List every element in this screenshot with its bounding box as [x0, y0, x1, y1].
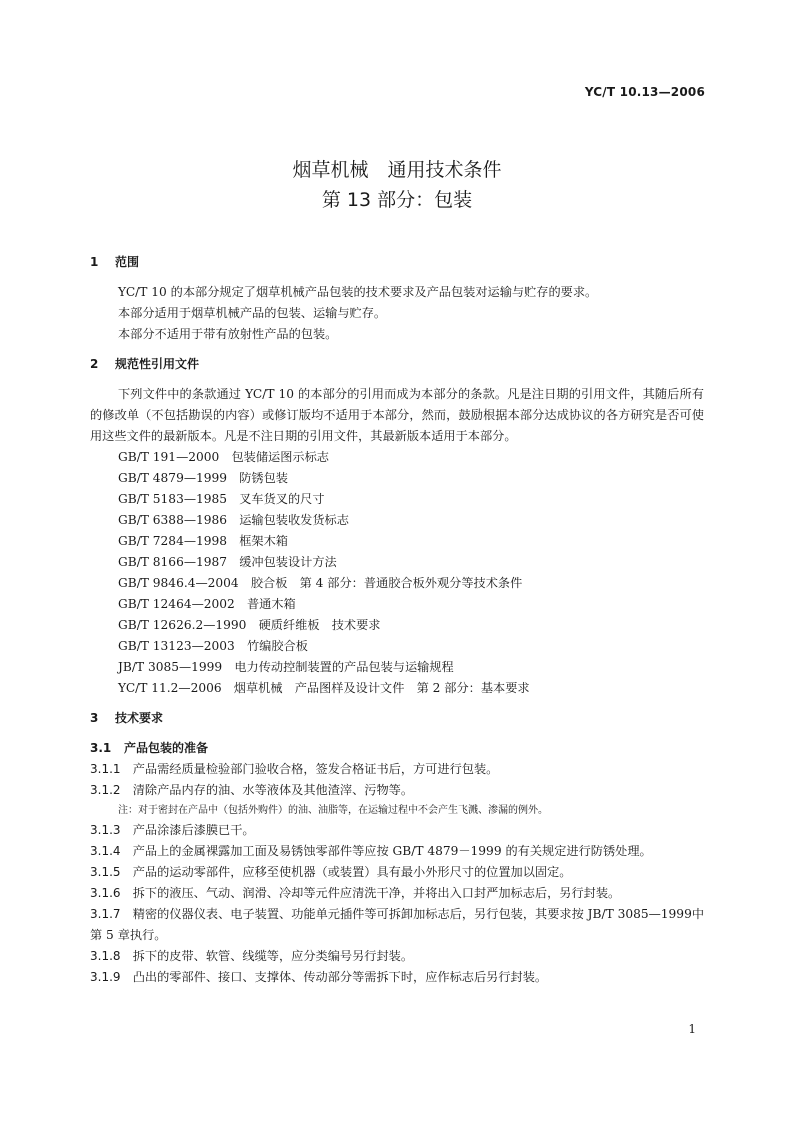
- document-body: [90, 252, 704, 988]
- standard-code: YC/T 10.13—2006: [584, 85, 705, 99]
- subsection-heading: [90, 738, 704, 759]
- clause-text: 拆下的液压、气动、润滑、冷却等元件应清洗干净，并将出入口封严加标志后，另行封装。: [132, 886, 621, 900]
- clause-number: 3.1.3: [90, 823, 121, 837]
- section-title: 规范性引用文件: [115, 357, 200, 371]
- clause: [90, 946, 704, 967]
- clause: [90, 967, 704, 988]
- subsection-number: 3.1: [90, 741, 112, 755]
- document-subtitle: 第 13 部分：包装: [321, 189, 473, 211]
- reference-item: GB/T 9846.4—2004 胶合板 第 4 部分：普通胶合板外观分等技术条件: [118, 576, 523, 590]
- section-number: 2: [90, 357, 99, 371]
- reference-item: GB/T 13123—2003 竹编胶合板: [118, 639, 308, 653]
- clause-text: 产品的运动零部件，应移至使机器（或装置）具有最小外形尺寸的位置加以固定。: [132, 865, 572, 879]
- clause: [90, 862, 704, 883]
- clause-text: 清除产品内存的油、水等液体及其他渣滓、污物等。: [132, 783, 414, 797]
- paragraph: 本部分不适用于带有放射性产品的包装。: [118, 327, 338, 341]
- section-heading-scope: [90, 252, 704, 273]
- clause-text: 产品涂漆后漆膜已干。: [132, 823, 255, 837]
- clause-number: 3.1.9: [90, 970, 121, 984]
- subsection-title: 产品包装的准备: [124, 741, 209, 755]
- paragraph: 本部分适用于烟草机械产品的包装、运输与贮存。: [118, 306, 387, 320]
- clause: [90, 904, 704, 946]
- section-heading-technical-requirements: [90, 708, 704, 729]
- clause-number: 3.1.2: [90, 783, 121, 797]
- section-title: 范围: [115, 255, 140, 269]
- clause: [90, 780, 704, 801]
- clause: [90, 841, 704, 862]
- reference-item: GB/T 12626.2—1990 硬质纤维板 技术要求: [118, 618, 381, 632]
- reference-item: JB/T 3085—1999 电力传动控制装置的产品包装与运输规程: [118, 660, 454, 674]
- clause-number: 3.1.6: [90, 886, 121, 900]
- clause-number: 3.1.5: [90, 865, 121, 879]
- page-number: 1: [688, 1022, 696, 1036]
- reference-item: GB/T 12464—2002 普通木箱: [118, 597, 296, 611]
- clause: [90, 759, 704, 780]
- paragraph: 下列文件中的条款通过 YC/T 10 的本部分的引用而成为本部分的条款。凡是注日期的引用文件，其随后所有的修改单（不包括勘误的内容）或修订版均不适用于本部分，然而，鼓励根据本部分达成协议的各方研究是否可使用这些文件的最新版本。凡是不注日期的引用文件，其最新版本适用于本部分。: [90, 387, 704, 443]
- reference-item: GB/T 6388—1986 运输包装收发货标志: [118, 513, 349, 527]
- clause-text: 凸出的零部件、接口、支撑体、传动部分等需拆下时，应作标志后另行封装。: [132, 970, 548, 984]
- clause-text: 拆下的皮带、软管、线缆等，应分类编号另行封装。: [132, 949, 414, 963]
- reference-item: GB/T 8166—1987 缓冲包装设计方法: [118, 555, 337, 569]
- clause-number: 3.1.7: [90, 907, 121, 921]
- reference-item: YC/T 11.2—2006 烟草机械 产品图样及设计文件 第 2 部分：基本要求: [118, 681, 530, 695]
- section-number: 3: [90, 711, 99, 725]
- section-title: 技术要求: [115, 711, 164, 725]
- clause-number: 3.1.8: [90, 949, 121, 963]
- reference-item: GB/T 191—2000 包装储运图示标志: [118, 450, 329, 464]
- document-title: 烟草机械 通用技术条件: [292, 159, 502, 181]
- clause-number: 3.1.4: [90, 844, 121, 858]
- note: 注：对于密封在产品中（包括外购件）的油、油脂等，在运输过程中不会产生飞溅、渗漏的例外。: [118, 805, 548, 816]
- clause: [90, 820, 704, 841]
- section-number: 1: [90, 255, 99, 269]
- reference-item: GB/T 4879—1999 防锈包装: [118, 471, 288, 485]
- clause-text: 产品需经质量检验部门验收合格，签发合格证书后，方可进行包装。: [132, 762, 499, 776]
- reference-item: GB/T 7284—1998 框架木箱: [118, 534, 288, 548]
- paragraph: YC/T 10 的本部分规定了烟草机械产品包装的技术要求及产品包装对运输与贮存的要求。: [118, 285, 598, 299]
- clause-text: 产品上的金属裸露加工面及易锈蚀零部件等应按 GB/T 4879－1999 的有关规定进行防锈处理。: [132, 844, 652, 858]
- clause: [90, 883, 704, 904]
- reference-item: GB/T 5183—1985 叉车货叉的尺寸: [118, 492, 325, 506]
- clause-text: 精密的仪器仪表、电子装置、功能单元插件等可拆卸加标志后，另行包装，其要求按 JB/T 3085—1999中第 5 章执行。: [90, 907, 705, 942]
- section-heading-normative-references: [90, 354, 704, 375]
- clause-number: 3.1.1: [90, 762, 121, 776]
